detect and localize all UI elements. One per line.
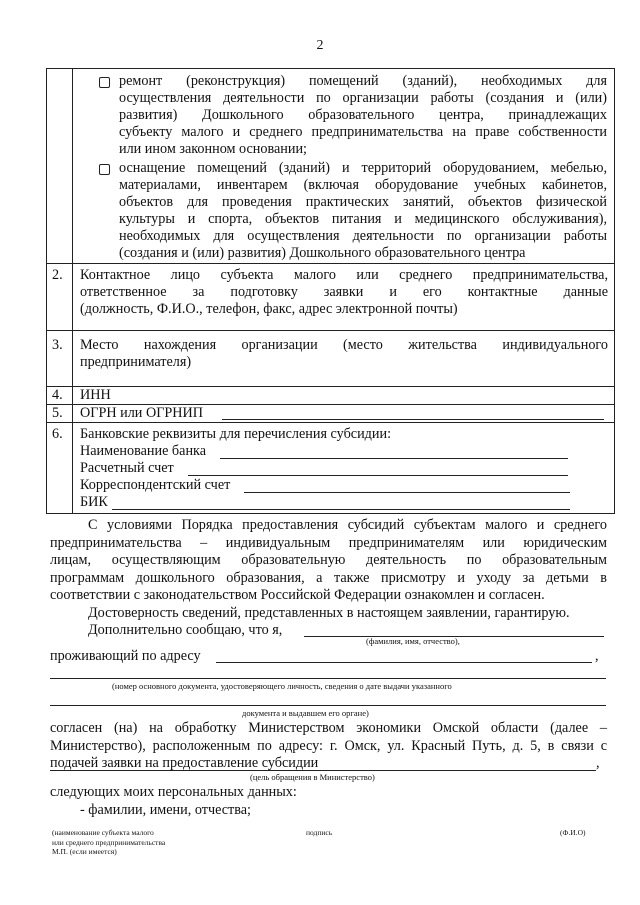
corr-account-label: Корреспондентский счет	[80, 477, 231, 493]
personal-data-heading: следующих моих персональных данных:	[50, 784, 297, 800]
row-number: 4.	[52, 387, 63, 403]
document-field-line-2[interactable]	[50, 705, 606, 706]
bank-name-field-line[interactable]	[220, 458, 568, 459]
purpose-text: подачей заявки на предоставление субсидии	[50, 755, 319, 771]
consent-paragraph: согласен (на) на обработку Министерством экономики Омской области (далее – Министерство), расположенным по адресу: г. Омск, ул. Красный Путь, д. 5, в связи с	[50, 720, 607, 754]
document-caption-1: (номер основного документа, удостоверяющего личность, сведения о дате выдачи указанного	[112, 681, 452, 691]
row-number: 5.	[52, 405, 63, 421]
location-text: Место нахождения организации (место жительства индивидуального предпринимателя)	[80, 337, 608, 370]
corr-account-field-line[interactable]	[244, 492, 570, 493]
table-border-right	[614, 68, 615, 514]
document-caption-2: документа и выдавшем его органе)	[242, 708, 369, 718]
row-number: 2.	[52, 267, 63, 283]
table-top-border	[46, 68, 614, 69]
bik-label: БИК	[80, 494, 108, 510]
contact-person-text: Контактное лицо субъекта малого или среднего предпринимательства, ответственное за подготовку заявки и его контактные данные (должность, Ф.И.О., телефон, факс, адрес электронной почты)	[80, 267, 608, 317]
address-field-line[interactable]	[216, 662, 592, 663]
ogrn-field-line[interactable]	[222, 419, 604, 420]
fio-footer-caption: (Ф.И.О)	[560, 828, 586, 837]
equipment-item-text: оснащение помещений (зданий) и территорий оборудованием, мебелью, материалами, инвентарем (включая оборудование учебных кабинетов, объектов для проведения практических занятий, объектов физической культуры и спорта, объектов питания и медицинского обслуживания), необходимых для осуществления деятельности по организации работы (создания и (или) развития) Дошкольного образовательного центра	[119, 160, 607, 261]
additional-info-text: Дополнительно сообщаю, что я,	[88, 622, 283, 638]
purpose-field-line[interactable]	[50, 770, 596, 771]
fio-caption: (фамилия, имя, отчество),	[366, 636, 460, 646]
purpose-comma: ,	[596, 755, 600, 771]
row-divider	[46, 263, 614, 264]
account-label: Расчетный счет	[80, 460, 174, 476]
row-divider	[46, 330, 614, 331]
page-number: 2	[316, 38, 324, 53]
document-field-line[interactable]	[50, 678, 606, 679]
guarantee-text: Достоверность сведений, представленных в настоящем заявлении, гарантирую.	[88, 605, 570, 621]
row-number: 3.	[52, 337, 63, 353]
personal-data-item-fio: - фамилии, имени, отчества;	[80, 802, 251, 818]
inn-label: ИНН	[80, 387, 111, 403]
purpose-caption: (цель обращения в Министерство)	[250, 772, 375, 782]
signature-caption: подпись	[306, 828, 333, 837]
terms-paragraph: С условиями Порядка предоставления субсидий субъектам малого и среднего предпринимательства – индивидуальным предпринимателям или юридическим лицам, осуществляющим образовательную деятельность по образовательным программам дошкольного образования, а также присмотру и уходу за детьми в соответствии с законодательством Российской Федерации ознакомлен и согласен.	[50, 517, 607, 603]
table-column-divider	[72, 68, 73, 514]
row-divider	[46, 422, 614, 423]
checkbox-repair[interactable]	[99, 77, 110, 88]
bik-field-line[interactable]	[112, 509, 570, 510]
footer-organization: (наименование субъекта малого или среднего предпринимательства М.П. (если имеется)	[52, 828, 166, 856]
ogrn-label: ОГРН или ОГРНИП	[80, 405, 204, 421]
address-comma: ,	[595, 648, 599, 664]
table-border-left	[46, 68, 47, 514]
row-number: 6.	[52, 426, 63, 442]
bank-name-label: Наименование банка	[80, 443, 207, 459]
address-label: проживающий по адресу	[50, 648, 201, 664]
bank-details-heading: Банковские реквизиты для перечисления субсидии:	[80, 426, 392, 442]
account-field-line[interactable]	[188, 475, 568, 476]
checkbox-equipment[interactable]	[99, 164, 110, 175]
row-divider	[46, 386, 614, 387]
repair-item-text: ремонт (реконструкция) помещений (зданий), необходимых для осуществления деятельности по организации работы (создания и (или) развития) Дошкольного образовательного центра, принадлежащих субъекту малого и среднего предпринимательства на праве собственности или ином законном основании;	[119, 73, 607, 157]
table-bottom-border	[46, 513, 614, 514]
